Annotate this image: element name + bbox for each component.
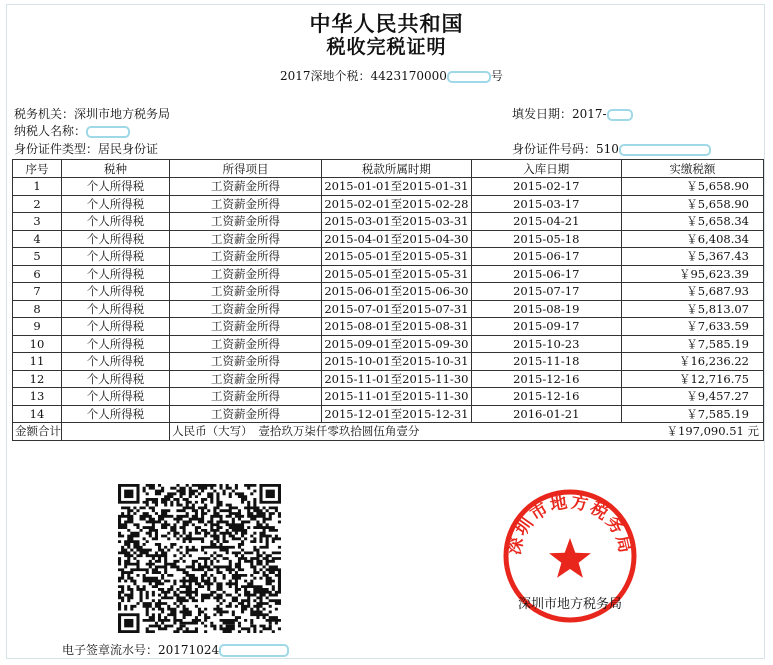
table-row xyxy=(13,265,764,283)
tax-authority-value: 深圳市地方税务局 xyxy=(74,107,171,121)
redaction-mask xyxy=(86,126,130,138)
redaction-mask xyxy=(607,109,633,121)
cell-storage-date: 2015-09-17 xyxy=(471,318,621,336)
cell-amount-paid: ￥5,813.07 xyxy=(621,300,763,318)
flow-no-value: 20171024 xyxy=(158,643,220,657)
table-header-row xyxy=(13,160,764,178)
cell-seq: 9 xyxy=(13,318,62,336)
cell-storage-date: 2015-02-17 xyxy=(471,178,621,196)
cell-storage-date: 2015-12-16 xyxy=(471,370,621,388)
cell-income-item: 工资薪金所得 xyxy=(170,370,322,388)
cell-amount-paid: ￥9,457.27 xyxy=(621,388,763,406)
cell-amount-paid: ￥7,633.59 xyxy=(621,318,763,336)
total-amount: ￥197,090.51 元 xyxy=(621,423,763,441)
tax-payment-table xyxy=(12,159,764,441)
cell-tax-type: 个人所得税 xyxy=(62,230,170,248)
col-header-amount-paid: 实缴税额 xyxy=(621,160,763,178)
issue-date-label: 填发日期： xyxy=(512,107,573,121)
cell-tax-type: 个人所得税 xyxy=(62,195,170,213)
seal-agency-name: 深圳市地方税务局 xyxy=(518,597,623,612)
cell-storage-date: 2015-08-19 xyxy=(471,300,621,318)
cell-tax-period: 2015-04-01至2015-04-30 xyxy=(322,230,472,248)
cell-income-item: 工资薪金所得 xyxy=(170,195,322,213)
table-row xyxy=(13,195,764,213)
cell-seq: 6 xyxy=(13,265,62,283)
cell-storage-date: 2015-05-18 xyxy=(471,230,621,248)
cell-tax-period: 2015-11-01至2015-11-30 xyxy=(322,388,472,406)
cell-storage-date: 2016-01-21 xyxy=(471,405,621,423)
table-row xyxy=(13,318,764,336)
cell-tax-type: 个人所得税 xyxy=(62,388,170,406)
cell-seq: 5 xyxy=(13,248,62,266)
table-row xyxy=(13,335,764,353)
cell-storage-date: 2015-11-18 xyxy=(471,353,621,371)
cell-seq: 12 xyxy=(13,370,62,388)
cell-tax-type: 个人所得税 xyxy=(62,248,170,266)
cell-tax-type: 个人所得税 xyxy=(62,370,170,388)
cell-amount-paid: ￥7,585.19 xyxy=(621,405,763,423)
table-row xyxy=(13,353,764,371)
cell-amount-paid: ￥6,408.34 xyxy=(621,230,763,248)
cell-seq: 1 xyxy=(13,178,62,196)
cell-income-item: 工资薪金所得 xyxy=(170,248,322,266)
cell-tax-period: 2015-01-01至2015-01-31 xyxy=(322,178,472,196)
cell-tax-period: 2015-12-01至2015-12-31 xyxy=(322,405,472,423)
id-no-label: 身份证件号码： xyxy=(512,142,597,156)
table-row xyxy=(13,283,764,301)
table-row xyxy=(13,248,764,266)
col-header-income-item: 所得项目 xyxy=(170,160,322,178)
total-label: 金额合计 xyxy=(13,423,62,441)
cell-seq: 14 xyxy=(13,405,62,423)
table-row xyxy=(13,213,764,231)
taxpayer-label: 纳税人名称： xyxy=(14,124,87,138)
cell-tax-type: 个人所得税 xyxy=(62,283,170,301)
cell-tax-type: 个人所得税 xyxy=(62,178,170,196)
cell-seq: 11 xyxy=(13,353,62,371)
total-spacer xyxy=(62,423,170,441)
cell-tax-period: 2015-02-01至2015-02-28 xyxy=(322,195,472,213)
table-body xyxy=(13,178,764,441)
cell-tax-type: 个人所得税 xyxy=(62,353,170,371)
col-header-tax-period: 税款所属时期 xyxy=(322,160,472,178)
id-number xyxy=(512,140,711,157)
cell-seq: 3 xyxy=(13,213,62,231)
cell-seq: 13 xyxy=(13,388,62,406)
cell-tax-period: 2015-06-01至2015-06-30 xyxy=(322,283,472,301)
redaction-mask xyxy=(447,71,491,83)
cell-income-item: 工资薪金所得 xyxy=(170,405,322,423)
table-row xyxy=(13,370,764,388)
certificate-number xyxy=(280,67,503,84)
taxpayer-name xyxy=(14,122,130,139)
id-type xyxy=(14,140,158,157)
cell-amount-paid: ￥7,585.19 xyxy=(621,335,763,353)
col-header-seq: 序号 xyxy=(13,160,62,178)
cell-tax-period: 2015-11-01至2015-11-30 xyxy=(322,370,472,388)
cell-storage-date: 2015-06-17 xyxy=(471,265,621,283)
cell-tax-period: 2015-05-01至2015-05-31 xyxy=(322,248,472,266)
cell-seq: 8 xyxy=(13,300,62,318)
cell-amount-paid: ￥95,623.39 xyxy=(621,265,763,283)
cell-tax-period: 2015-03-01至2015-03-31 xyxy=(322,213,472,231)
table-row xyxy=(13,300,764,318)
cell-tax-type: 个人所得税 xyxy=(62,213,170,231)
cell-storage-date: 2015-06-17 xyxy=(471,248,621,266)
cell-income-item: 工资薪金所得 xyxy=(170,213,322,231)
cell-tax-type: 个人所得税 xyxy=(62,335,170,353)
total-row xyxy=(13,423,764,441)
cell-tax-type: 个人所得税 xyxy=(62,300,170,318)
col-header-tax-type: 税种 xyxy=(62,160,170,178)
cell-storage-date: 2015-10-23 xyxy=(471,335,621,353)
cell-tax-period: 2015-08-01至2015-08-31 xyxy=(322,318,472,336)
cell-amount-paid: ￥5,658.34 xyxy=(621,213,763,231)
cell-amount-paid: ￥5,367.43 xyxy=(621,248,763,266)
cell-tax-type: 个人所得税 xyxy=(62,265,170,283)
cell-income-item: 工资薪金所得 xyxy=(170,300,322,318)
cell-income-item: 工资薪金所得 xyxy=(170,230,322,248)
document-title-line1: 中华人民共和国 xyxy=(309,11,464,36)
cell-income-item: 工资薪金所得 xyxy=(170,178,322,196)
table-row xyxy=(13,388,764,406)
issue-date-value: 2017- xyxy=(572,107,607,121)
cell-amount-paid: ￥16,236.22 xyxy=(621,353,763,371)
cell-storage-date: 2015-07-17 xyxy=(471,283,621,301)
cell-tax-type: 个人所得税 xyxy=(62,405,170,423)
cell-income-item: 工资薪金所得 xyxy=(170,283,322,301)
signature-flow-number xyxy=(62,641,289,658)
flow-no-label: 电子签章流水号： xyxy=(62,643,159,657)
cell-storage-date: 2015-03-17 xyxy=(471,195,621,213)
total-in-words: 人民币（大写） 壹拾玖万柒仟零玖拾圆伍角壹分 xyxy=(170,423,622,441)
cell-income-item: 工资薪金所得 xyxy=(170,388,322,406)
cell-tax-period: 2015-07-01至2015-07-31 xyxy=(322,300,472,318)
cell-income-item: 工资薪金所得 xyxy=(170,353,322,371)
issue-date xyxy=(512,105,633,122)
table-row xyxy=(13,178,764,196)
cert-no-prefix: 2017深地个税：4423170000 xyxy=(280,69,447,83)
cell-tax-type: 个人所得税 xyxy=(62,318,170,336)
tax-authority xyxy=(14,105,170,122)
cell-storage-date: 2015-04-21 xyxy=(471,213,621,231)
cell-income-item: 工资薪金所得 xyxy=(170,335,322,353)
cell-tax-period: 2015-05-01至2015-05-31 xyxy=(322,265,472,283)
cell-seq: 10 xyxy=(13,335,62,353)
col-header-storage-date: 入库日期 xyxy=(471,160,621,178)
tax-authority-label: 税务机关： xyxy=(14,107,75,121)
table-row xyxy=(13,230,764,248)
cell-seq: 7 xyxy=(13,283,62,301)
cell-amount-paid: ￥5,687.93 xyxy=(621,283,763,301)
cell-tax-period: 2015-10-01至2015-10-31 xyxy=(322,353,472,371)
cert-no-suffix: 号 xyxy=(490,69,503,83)
id-type-value: 居民身份证 xyxy=(98,142,159,156)
table-row xyxy=(13,405,764,423)
cell-seq: 2 xyxy=(13,195,62,213)
cell-seq: 4 xyxy=(13,230,62,248)
id-no-value: 510 xyxy=(596,142,619,156)
id-type-label: 身份证件类型： xyxy=(14,142,99,156)
redaction-mask xyxy=(619,144,711,156)
qr-code-icon xyxy=(118,484,281,633)
cell-tax-period: 2015-09-01至2015-09-30 xyxy=(322,335,472,353)
cell-amount-paid: ￥12,716.75 xyxy=(621,370,763,388)
redaction-mask xyxy=(219,644,289,657)
cell-storage-date: 2015-12-16 xyxy=(471,388,621,406)
svg-text:深圳市地方税务局: 深圳市地方税务局 xyxy=(504,492,636,557)
document-title-line2: 税收完税证明 xyxy=(326,36,447,58)
cell-income-item: 工资薪金所得 xyxy=(170,318,322,336)
cell-amount-paid: ￥5,658.90 xyxy=(621,195,763,213)
cell-amount-paid: ￥5,658.90 xyxy=(621,178,763,196)
cell-income-item: 工资薪金所得 xyxy=(170,265,322,283)
